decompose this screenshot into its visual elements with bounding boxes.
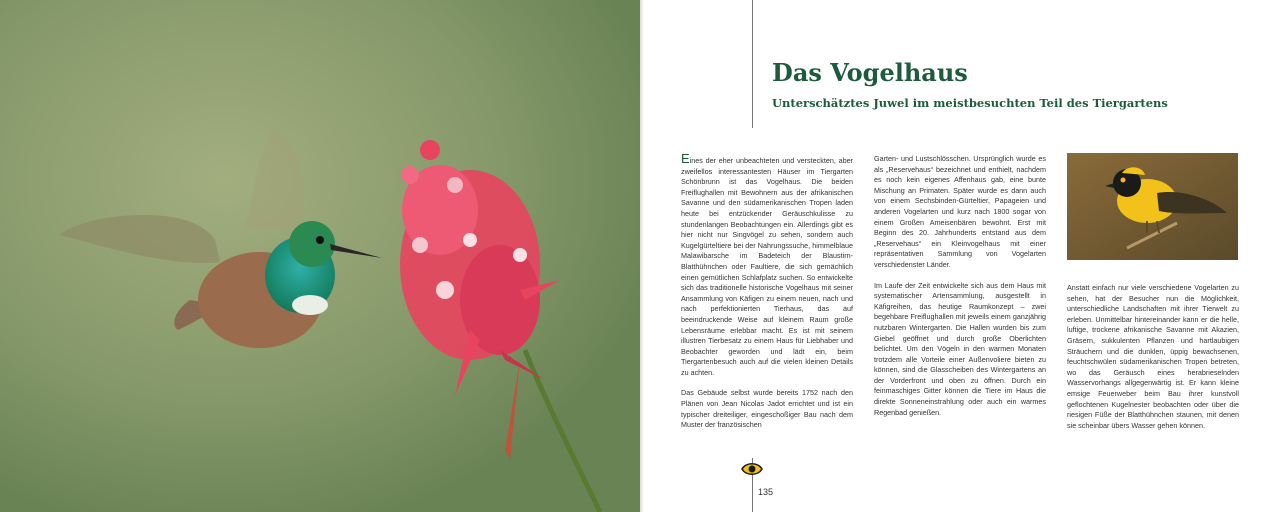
page-number: 135 — [758, 487, 774, 497]
paragraph: Garten- und Lustschlösschen. Ursprünglich wurde es als „Reservehaus“ bezeichnet und enthielt, nachdem es noch kein eigenes Affenhaus gab, eine bunte Mischung an Primaten. Später wurde es dann auch von einem Sechsbinden-Gürteltier, Papageien und anderen Vogelarten und kurz nach 1800 sogar von einem Großen Ameisenbären bewohnt. Erst mit Beginn des 20. Jahrhunderts entstand aus dem „Reservehaus“ ein Kleinvogelhaus mit einer repräsentativen Sammlung von Vogelarten verschiedenster Länder. — [874, 154, 1046, 269]
weaver-bird-photo — [1067, 153, 1238, 260]
text-column-2 — [874, 154, 1046, 428]
weaver-bird-illustration — [1067, 153, 1238, 260]
page-subtitle: Unterschätztes Juwel im meistbesuchten Teil des Tiergartens — [772, 96, 1168, 110]
paragraph: Das Gebäude selbst wurde bereits 1752 nach den Plänen von Jean Nicolas Jadot errichtet und ist ein typischer dreiteiliger, eingeschoßiger Bau nach dem Muster der französischen — [681, 388, 853, 430]
drop-cap: E — [681, 151, 690, 166]
vertical-rule-top — [752, 0, 753, 128]
paragraph: Anstatt einfach nur viele verschiedene Vogelarten zu sehen, hat der Besucher nun die Möglichkeit, unterschiedliche Landschaften mit ihrer Tierwelt zu erleben. Unmittelbar hintereinander kann er die helle, luftige, trockene afrikanische Savanne mit Akazien, Gräsern, sukkulenten Pflanzen und hartlaubigen Sträuchern und die dunklen, üppig bewachsenen, feuchtschwülen südamerikanischen Tropen betreten, wo das Geräusch eines herabrieselnden Wasservorhangs allgegenwärtig ist. Er kann kleine emsige Feuerweber beim Bau ihrer kunstvoll geflochtenen Kugelnester beobachten oder über die riesigen Füße der Blatthühnchen staunen, mit denen sie scheinbar übers Wasser gehen können. — [1067, 283, 1239, 430]
paragraph: Eines der eher unbeachteten und versteckten, aber zweifellos interessantesten Häuser im Tiergarten Schönbrunn ist das Vogelhaus. Die beiden Freiflughallen mit Bewohnern aus der afrikanischen Savanne und den südamerikanischen Tropen laden heute bei entzückender Geräuschkulisse zu stundenlangen Beobachtungen ein. Allerdings gibt es hier nicht nur Singvögel zu sehen, sondern auch Kugelgürteltiere bei der Nahrungssuche, himmelblaue Malawibarsche im Badeteich der Blaustirn-Blatthühnchen oder Faultiere, die sich gemächlich einen gemütlichen Schlafplatz suchen. So entwickelte sich das traditionelle historische Vogelhaus mit seiner Ansammlung von Käfigen zu einem neuen, nach und nach perfektionierten Tierhaus, das auf beeindruckende Weise auf kleinem Raum große Lebensräume erlebbar macht. Es ist mit seinem illustren Tierbesatz zu einem Haus für Liebhaber und Beobachter geworden und lädt ein, beim Tiergartenbesuch auch auf die vielen kleinen Details zu achten. — [681, 151, 853, 377]
eye-icon — [740, 460, 764, 482]
paragraph: Im Laufe der Zeit entwickelte sich aus dem Haus mit systematischer Artensammlung, ausgestellt in Käfigreihen, das heutige Raumkonzept – zwei begehbare Freiflughallen mit jeweils einem ganzjährig nutzbaren Wintergarten. Die Hallen wurden bis zum Giebel geöffnet und durch große Oberlichten belichtet. Um den Vögeln in den warmen Monaten trotzdem alle Vorteile einer Außenvoliere bieten zu können, sind die Glasscheiben des Wintergartens an der Vorderfront und oben zu öffnen. Durch ein feinmaschiges Gitter können die Tiere im Haus die direkte Sonneneinstrahlung oder auch ein warmes Regenbad genießen. — [874, 280, 1046, 417]
page-title: Das Vogelhaus — [772, 58, 968, 87]
text-column-3 — [1067, 283, 1239, 441]
text-column-1 — [681, 151, 853, 441]
